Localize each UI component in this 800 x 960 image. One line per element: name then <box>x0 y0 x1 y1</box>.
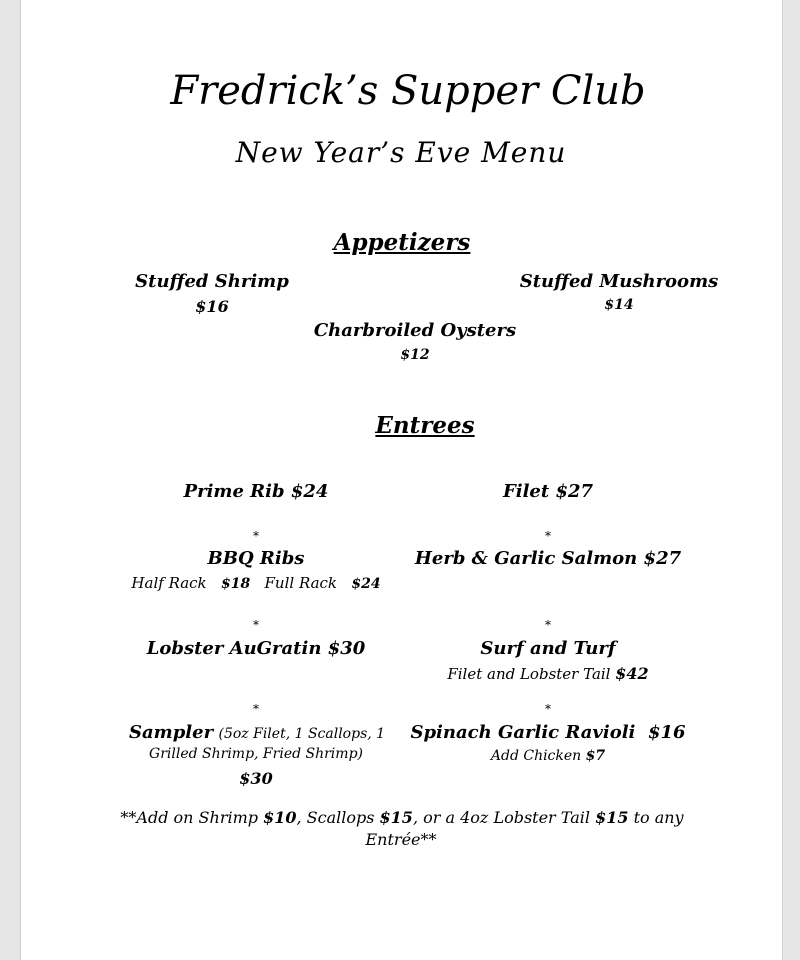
note-text: to any <box>628 808 684 827</box>
entree-name: Lobster AuGratin <box>146 638 322 659</box>
entree-name: Surf and Turf <box>480 638 616 659</box>
entree-price: $30 <box>327 638 366 659</box>
entree-price: $27 <box>643 548 682 569</box>
entree-desc: Grilled Shrimp, Fried Shrimp) <box>149 746 363 762</box>
restaurant-title: Fredrick’s Supper Club <box>170 68 646 114</box>
note-price: $15 <box>595 808 629 827</box>
addon-price: $7 <box>585 748 606 764</box>
entree-name: BBQ Ribs <box>207 548 305 569</box>
entree-name: Spinach Garlic Ravioli <box>410 722 636 743</box>
sampler-line1 <box>129 722 385 743</box>
separator-star: * <box>545 529 551 543</box>
addon-label: Add Chicken <box>490 748 582 764</box>
entree-desc: Filet and Lobster Tail <box>447 665 611 683</box>
note-price: $10 <box>263 808 297 827</box>
menu-subtitle: New Year’s Eve Menu <box>235 136 567 169</box>
appetizer-name: Stuffed Mushrooms <box>519 271 719 292</box>
entree-filet <box>503 481 593 502</box>
note-text: , or a 4oz Lobster Tail <box>412 808 596 827</box>
ravioli-addon <box>491 748 605 764</box>
entree-lobster <box>147 638 366 659</box>
separator-star: * <box>545 702 551 716</box>
option-price: $24 <box>351 576 381 592</box>
note-price: $15 <box>379 808 413 827</box>
note-text: **Add on Shrimp <box>120 808 264 827</box>
entree-prime-rib <box>184 481 329 502</box>
addon-note-line2: Entrée** <box>365 830 437 849</box>
option-price: $18 <box>220 576 251 592</box>
appetizer-price: $14 <box>604 297 634 313</box>
bbq-ribs-options <box>131 574 380 592</box>
addon-note <box>120 808 683 827</box>
separator-star: * <box>253 618 259 632</box>
entree-price: $42 <box>615 664 649 683</box>
entree-ravioli <box>410 722 685 743</box>
option-label: Full Rack <box>264 574 338 592</box>
separator-star: * <box>253 529 259 543</box>
entree-price: $27 <box>555 481 594 502</box>
appetizer-price: $12 <box>400 347 430 363</box>
entree-name: Sampler <box>129 722 214 743</box>
appetizer-price: $16 <box>195 297 229 316</box>
appetizers-heading: Appetizers <box>333 229 471 256</box>
appetizer-name: Stuffed Shrimp <box>135 271 289 292</box>
menu-page <box>20 0 783 960</box>
entree-name: Herb & Garlic Salmon <box>414 548 638 569</box>
entree-name: Prime Rib <box>183 481 285 502</box>
appetizer-name: Charbroiled Oysters <box>313 320 517 341</box>
separator-star: * <box>545 618 551 632</box>
entree-name: Filet <box>502 481 550 502</box>
entrees-heading: Entrees <box>375 412 475 439</box>
note-text: , Scallops <box>296 808 380 827</box>
entree-price: $16 <box>647 722 686 743</box>
separator-star: * <box>253 702 259 716</box>
entree-salmon <box>415 548 681 569</box>
entree-price: $24 <box>290 481 329 502</box>
entree-price: $30 <box>239 769 273 788</box>
option-label: Half Rack <box>131 574 207 592</box>
surf-turf-desc <box>447 664 648 683</box>
entree-desc: (5oz Filet, 1 Scallops, 1 <box>218 726 386 742</box>
